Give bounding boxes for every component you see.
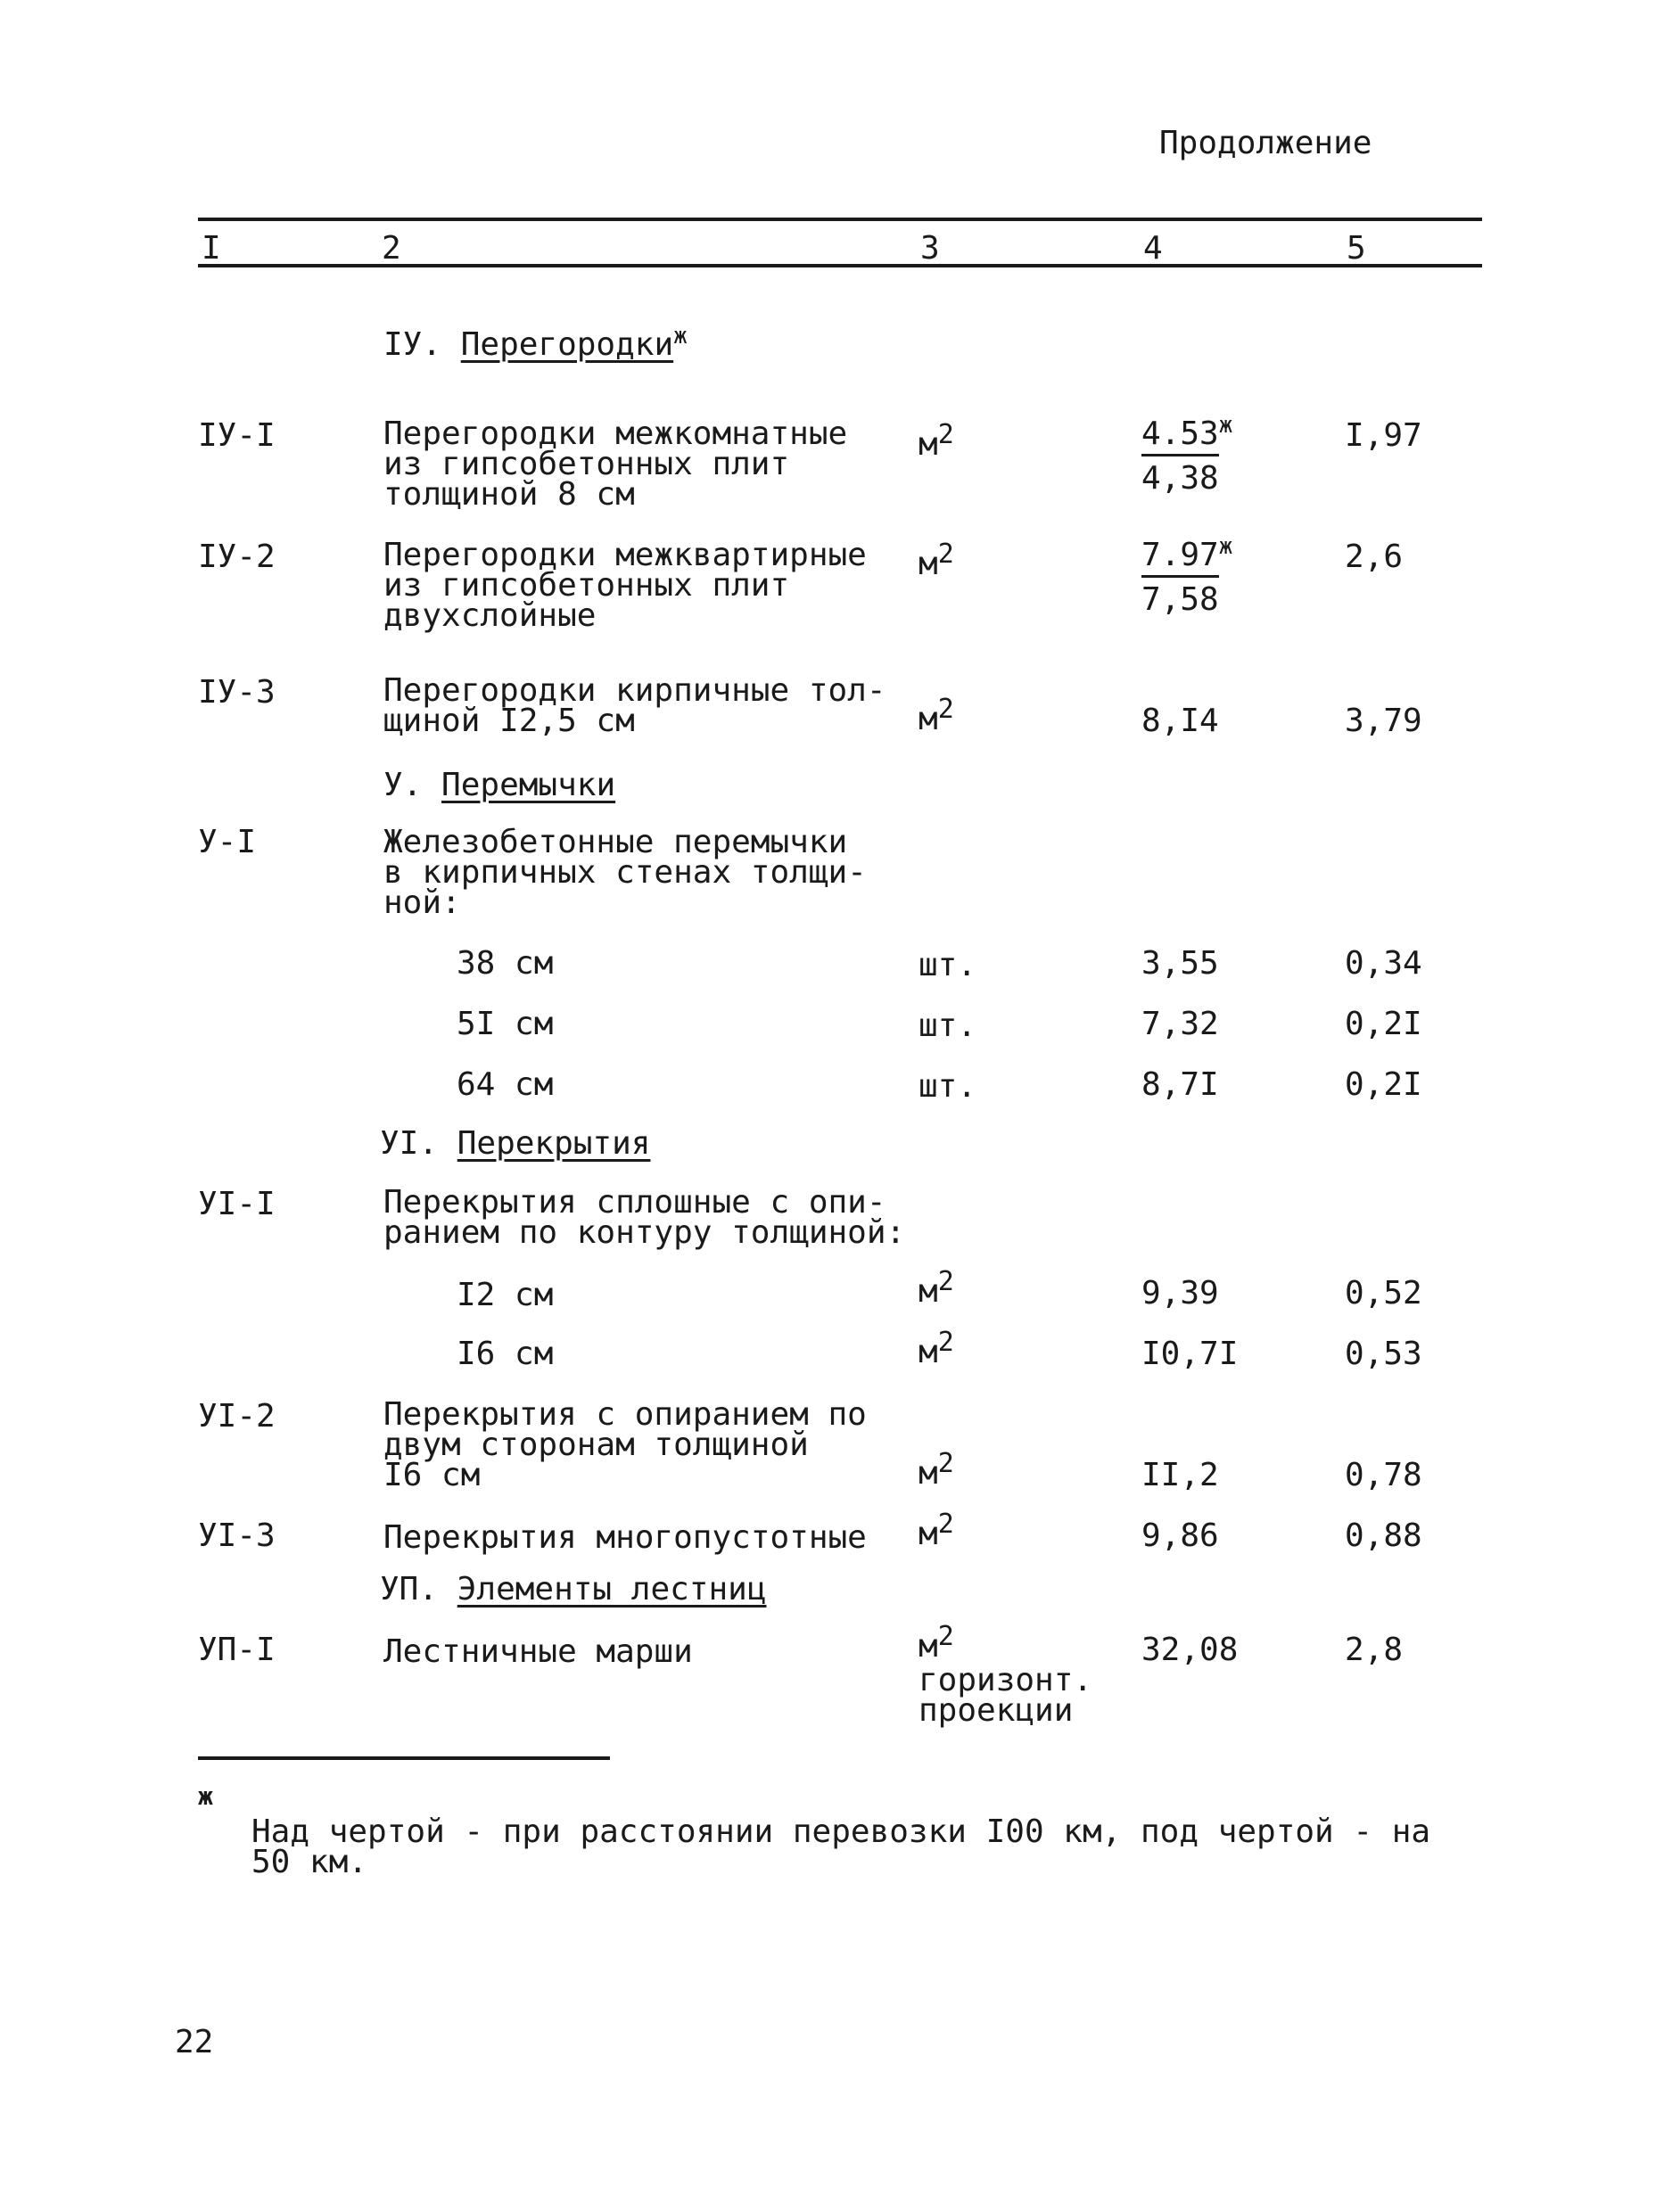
row-value-4: 3,55: [1141, 945, 1219, 982]
row-code: IУ-3: [198, 674, 276, 711]
section-7-number: УП.: [380, 1571, 439, 1608]
section-7-title: Элементы лестниц: [457, 1571, 767, 1608]
row-unit: $м^2$: [918, 1448, 954, 1492]
row-value-4-fraction: [1141, 533, 1232, 578]
row-value-4-fraction: [1141, 412, 1232, 456]
row-code: IУ-2: [198, 539, 276, 575]
row-value-4: 8,I4: [1141, 703, 1219, 739]
row-name: Железобетонные перемычки в кирпичных стенах толщи- ной:: [383, 824, 867, 921]
row-unit: шт.: [918, 947, 977, 983]
section-4-footnote-mark: ж: [673, 323, 688, 349]
row-unit: $м^2$: [918, 539, 954, 582]
top-rule: [198, 218, 1482, 221]
row-unit: шт.: [918, 1007, 977, 1044]
row-code: УI-3: [198, 1517, 276, 1554]
row-value-5: 2,8: [1345, 1632, 1404, 1668]
subrow-name: 64 см: [457, 1066, 554, 1103]
row-value-5: 3,79: [1345, 703, 1422, 739]
row-value-5: 2,6: [1345, 539, 1404, 575]
row-name: Лестничные марши: [383, 1633, 693, 1670]
row-value-4: II,2: [1141, 1457, 1219, 1493]
col-header-1: I: [202, 230, 221, 267]
value-over-line: 4.53: [1141, 415, 1219, 452]
value-footnote-mark: ж: [1218, 412, 1233, 439]
row-value-5: I,97: [1345, 417, 1422, 454]
subrow-name: 38 см: [457, 945, 554, 982]
row-unit: $м^2$: [918, 1266, 954, 1310]
value-footnote-mark: ж: [1218, 533, 1233, 560]
row-code: IУ-I: [198, 417, 276, 454]
row-name: Перекрытия с опиранием по двум сторонам толщиной I6 см: [383, 1396, 867, 1493]
row-code: УI-I: [198, 1186, 276, 1222]
row-value-4: 32,08: [1141, 1632, 1239, 1668]
row-value-5: 0,53: [1345, 1336, 1422, 1372]
col-header-3: 3: [920, 230, 940, 267]
subrow-name: I6 см: [457, 1336, 554, 1372]
row-value-4: I0,7I: [1141, 1336, 1239, 1372]
row-name: Перегородки межквартирные из гипсобетонных плит двухслойные: [383, 537, 867, 634]
section-6-number: УI.: [380, 1125, 439, 1162]
row-unit-note: горизонт. проекции: [918, 1662, 1093, 1729]
row-code: У-I: [198, 824, 257, 860]
row-name: Перегородки межкомнатные из гипсобетонных плит толщиной 8 см: [383, 415, 848, 513]
row-value-5: 0,52: [1345, 1275, 1422, 1312]
row-unit: $м^2$: [918, 694, 954, 737]
row-code: УI-2: [198, 1398, 276, 1435]
row-value-4: 7,32: [1141, 1006, 1219, 1042]
value-over-line: 7.97: [1141, 537, 1219, 573]
row-name: Перегородки кирпичные тол- щиной I2,5 см: [383, 672, 886, 739]
section-7-heading: [380, 1571, 767, 1608]
footnote-mark: ж: [198, 1781, 213, 1811]
row-name: Перекрытия сплошные с опи- ранием по контуру толщиной:: [383, 1184, 906, 1251]
subrow-name: 5I см: [457, 1006, 554, 1042]
value-under-line: 7,58: [1141, 581, 1219, 618]
row-value-5: 0,88: [1345, 1517, 1422, 1554]
section-5-title: Перемычки: [441, 767, 616, 803]
section-4-number: IУ.: [383, 326, 442, 363]
section-6-heading: [380, 1125, 650, 1162]
row-name: Перекрытия многопустотные: [383, 1519, 867, 1556]
row-value-5: 0,2I: [1345, 1066, 1422, 1103]
section-6-title: Перекрытия: [457, 1125, 651, 1162]
row-unit: $м^2$: [918, 1327, 954, 1370]
col-header-2: 2: [382, 230, 401, 267]
section-4-title: Перегородки: [460, 326, 674, 363]
row-value-4: 8,7I: [1141, 1066, 1219, 1103]
section-5-number: У.: [383, 767, 423, 803]
value-under-line: 4,38: [1141, 460, 1219, 497]
row-value-5: 0,2I: [1345, 1006, 1422, 1042]
row-value-5: 0,78: [1345, 1457, 1422, 1493]
row-code: УП-I: [198, 1632, 276, 1668]
col-header-4: 4: [1143, 230, 1163, 267]
col-header-5: 5: [1347, 230, 1366, 267]
subrow-name: I2 см: [457, 1277, 554, 1313]
continuation-label: Продолжение: [1159, 125, 1372, 161]
row-unit: шт.: [918, 1068, 977, 1105]
section-4-heading: [383, 323, 688, 363]
row-value-4: 9,39: [1141, 1275, 1219, 1312]
page-number: 22: [175, 2024, 214, 2060]
section-5-heading: [383, 767, 615, 803]
row-unit: $м^2$: [918, 419, 954, 463]
footnote-text: Над чертой - при расстоянии перевозки I00 км, под чертой - на 50 км.: [251, 1813, 1431, 1880]
row-unit: $м^2$: [918, 1621, 954, 1665]
row-unit: $м^2$: [918, 1509, 954, 1552]
row-value-4: 9,86: [1141, 1517, 1219, 1554]
footnote-divider: [198, 1756, 610, 1760]
row-value-5: 0,34: [1345, 945, 1422, 982]
